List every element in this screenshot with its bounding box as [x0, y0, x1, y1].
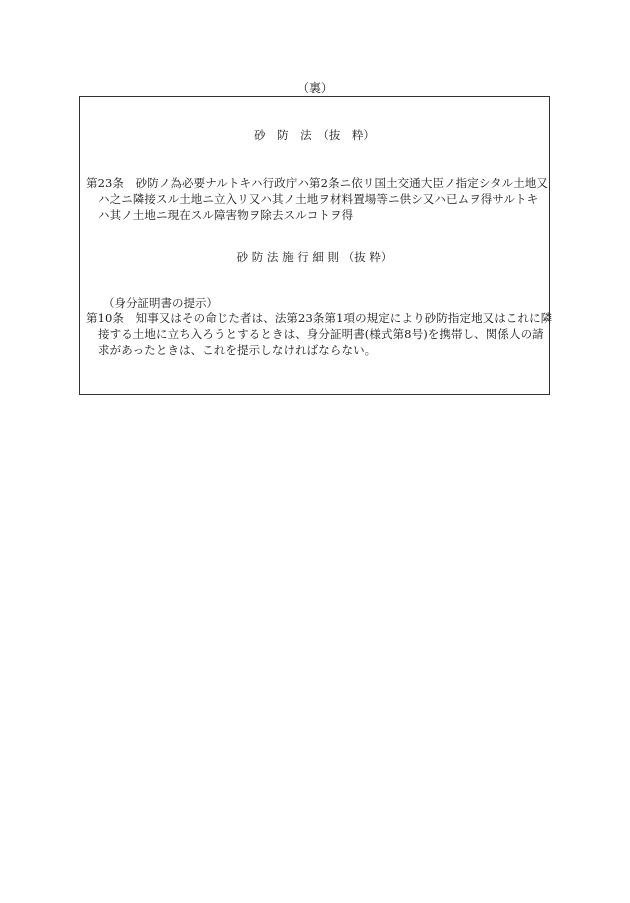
law-excerpt-box — [79, 96, 553, 395]
regulation-title: 砂 防 法 施 行 細 則 （抜 粋） — [236, 250, 393, 264]
law-title: 砂 防 法 （抜 粋） — [254, 128, 375, 142]
article-line: ハ之ニ隣接スル土地ニ立入リ又ハ其ノ土地ヲ材料置場等ニ供シ又ハ已ムヲ得サルトキ — [98, 192, 539, 206]
page-side-label: （裏） — [296, 81, 333, 95]
law-article-23 — [86, 175, 549, 223]
article-line: 第23条 砂防ノ為必要ナルトキハ行政庁ハ第2条ニ依リ国土交通大臣ノ指定シタル土地又 — [86, 176, 549, 190]
regulation-article-10 — [86, 310, 553, 358]
article-line: 第10条 知事又はその命じた者は、法第23条第1項の規定により砂防指定地又はこれに隣 — [86, 311, 553, 325]
article-line: ハ其ノ土地ニ現在スル障害物ヲ除去スルコトヲ得 — [98, 208, 354, 222]
article-caption: （身分証明書の提示） — [103, 296, 218, 310]
article-line: 接する土地に立ち入ろうとするときは、身分証明書(様式第8号)を携帯し、関係人の請 — [98, 327, 544, 341]
article-line: 求があったときは、これを提示しなければならない。 — [98, 343, 377, 357]
